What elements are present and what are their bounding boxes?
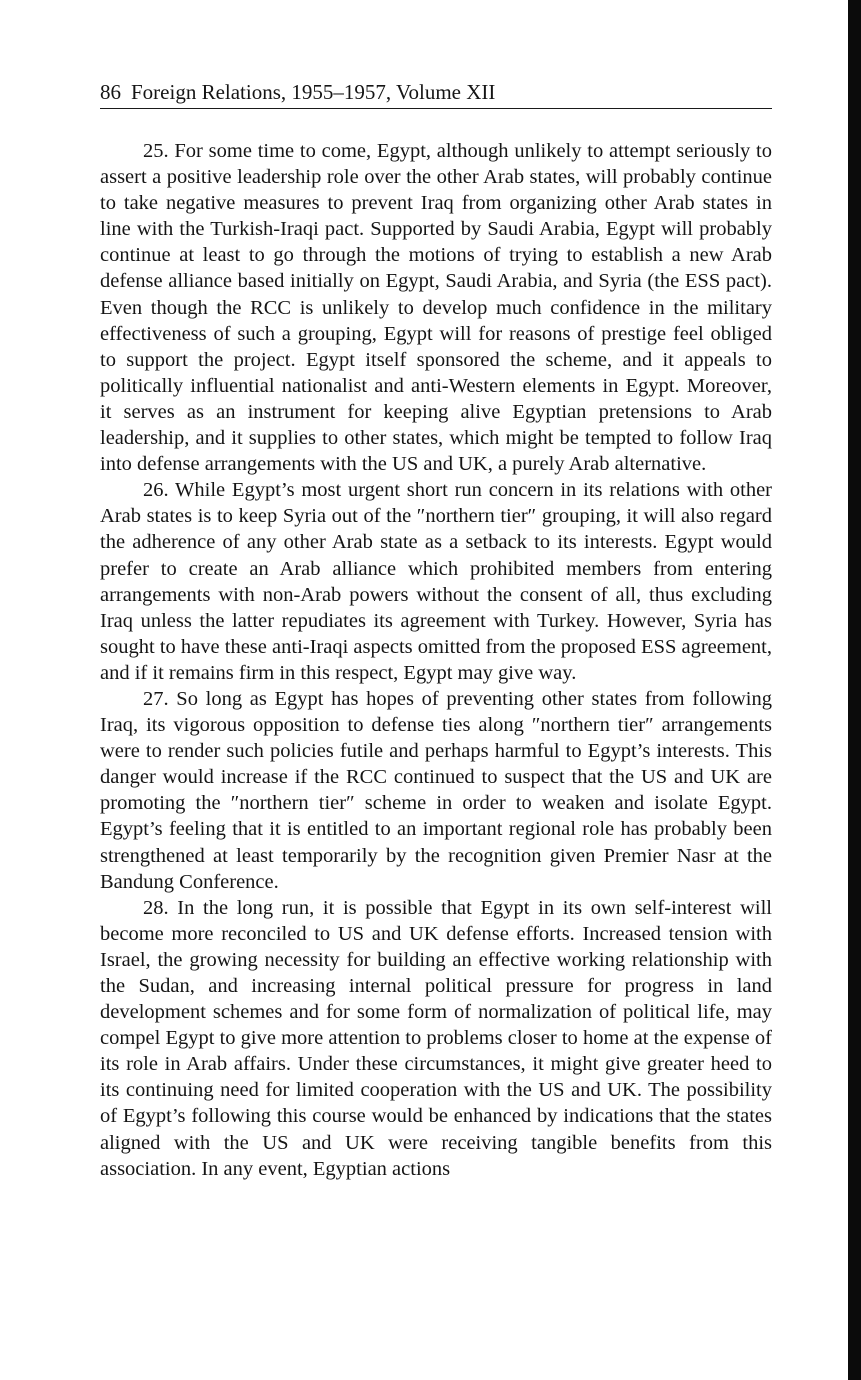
running-head <box>100 78 772 109</box>
paragraph-28: 28. In the long run, it is possible that Egypt in its own self-interest will become more reconciled to US and UK defense efforts. Increased tension with Israel, the growing necessity for building an effective working relationship with the Sudan, and increasing internal political pressure for progress in land development schemes and for some form of normalization of political life, may compel Egypt to give more attention to problems closer to home at the expense of its role in Arab affairs. Under these circumstances, it might give greater heed to its continuing need for limited cooperation with the US and UK. The possibility of Egypt’s following this course would be enhanced by indications that the states aligned with the US and UK were receiving tangible benefits from this association. In any event, Egyptian actions <box>100 896 772 1180</box>
page-edge-shadow <box>848 0 861 1380</box>
page-number: 86 <box>100 80 121 104</box>
paragraph-25: 25. For some time to come, Egypt, although unlikely to attempt seriously to assert a positive leadership role over the other Arab states, will probably continue to take negative measures to prevent Iraq from organizing other Arab states in line with the Turkish-Iraqi pact. Supported by Saudi Arabia, Egypt will probably continue at least to go through the motions of trying to establish a new Arab defense alliance based initially on Egypt, Saudi Arabia, and Syria (the ESS pact). Even though the RCC is unlikely to develop much confidence in the military effectiveness of such a grouping, Egypt will for reasons of prestige feel obliged to support the project. Egypt itself sponsored the scheme, and it appeals to politically influential nationalist and anti-Western elements in Egypt. Moreover, it serves as an instrument for keeping alive Egyptian pretensions to Arab leadership, and it supplies to other states, which might be tempted to follow Iraq into defense arrangements with the US and UK, a purely Arab alternative. <box>100 140 772 476</box>
body-text <box>100 138 772 1182</box>
paragraph-27: 27. So long as Egypt has hopes of preventing other states from following Iraq, its vigorous opposition to defense ties along ″northern tier″ arrangements were to render such policies futile and perhaps harmful to Egypt’s interests. This danger would increase if the RCC continued to suspect that the US and UK are promoting the ″northern tier″ scheme in order to weaken and isolate Egypt. Egypt’s feeling that it is entitled to an important regional role has probably been strengthened at least temporarily by the recognition given Premier Nasr at the Bandung Conference. <box>100 687 772 893</box>
paragraph-26: 26. While Egypt’s most urgent short run concern in its relations with other Arab states is to keep Syria out of the ″northern tier″ grouping, it will also regard the adherence of any other Arab state as a setback to its interests. Egypt would prefer to create an Arab alliance which prohibited members from entering arrangements with non-Arab powers without the consent of all, thus excluding Iraq unless the latter repudiates its agreement with Turkey. However, Syria has sought to have these anti-Iraqi aspects omitted from the proposed ESS agreement, and if it remains firm in this respect, Egypt may give way. <box>100 479 772 684</box>
running-title: Foreign Relations, 1955–1957, Volume XII <box>131 80 496 104</box>
document-page <box>100 78 772 1182</box>
